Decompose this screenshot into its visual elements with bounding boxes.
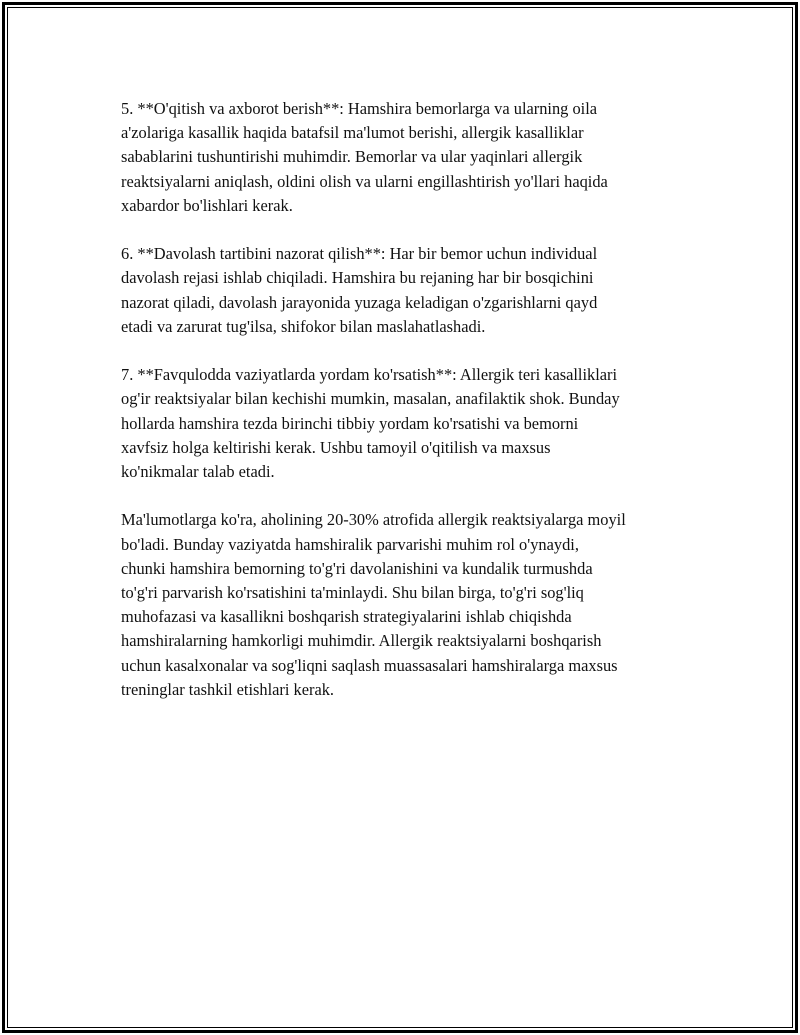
text-line: 5. **O'qitish va axborot berish**: Hamshira bemorlarga va ularning oila: [121, 99, 598, 118]
paragraph-emergency-help: [121, 363, 701, 484]
text-line: reaktsiyalarni aniqlash, oldini olish va ularni engillashtirish yo'llari haqida: [121, 171, 608, 191]
text-line: bo'ladi. Bunday vaziyatda hamshiralik parvarishi muhim rol o'ynaydi,: [121, 534, 579, 554]
text-line: Ma'lumotlarga ko'ra, aholining 20-30% atrofida allergik reaktsiyalarga moyil: [121, 510, 626, 530]
text-line: chunki hamshira bemorning to'g'ri davolanishini va kundalik turmushda: [121, 558, 593, 578]
paragraph-education: [121, 97, 701, 218]
text-line: hamshiralarning hamkorligi muhimdir. Allergik reaktsiyalarni boshqarish: [121, 631, 602, 651]
text-line: xabardor bo'lishlari kerak.: [121, 195, 293, 215]
text-line: to'g'ri parvarish ko'rsatishini ta'minlaydi. Shu bilan birga, to'g'ri sog'liq: [121, 583, 584, 603]
text-line: etadi va zarurat tug'ilsa, shifokor bilan maslahatlashadi.: [121, 316, 486, 336]
text-line: nazorat qiladi, davolash jarayonida yuzaga keladigan o'zgarishlarni qayd: [121, 292, 598, 312]
text-line: 7. **Favqulodda vaziyatlarda yordam ko'rsatish**: Allergik teri kasalliklari: [121, 365, 618, 385]
text-line: hollarda hamshira tezda birinchi tibbiy yordam ko'rsatishi va bemorni: [121, 413, 579, 433]
document-body: [121, 97, 701, 726]
page-border: [2, 2, 798, 1033]
text-line: treninglar tashkil etishlari kerak.: [121, 679, 335, 699]
paragraph-statistics: [121, 508, 701, 702]
text-line: muhofazasi va kasallikni boshqarish strategiyalarini ishlab chiqishda: [121, 607, 572, 627]
paragraph-treatment-control: [121, 242, 701, 339]
text-line: og'ir reaktsiyalar bilan kechishi mumkin, masalan, anafilaktik shok. Bunday: [121, 389, 620, 409]
text-line: 6. **Davolash tartibini nazorat qilish**: Har bir bemor uchun individual: [121, 244, 598, 264]
text-line: davolash rejasi ishlab chiqiladi. Hamshira bu rejaning har bir bosqichini: [121, 268, 594, 288]
text-line: ko'nikmalar talab etadi.: [121, 462, 275, 482]
text-line: xavfsiz holga keltirishi kerak. Ushbu tamoyil o'qitilish va maxsus: [121, 437, 551, 457]
text-line: uchun kasalxonalar va sog'liqni saqlash muassasalari hamshiralarga maxsus: [121, 655, 618, 675]
text-line: a'zolariga kasallik haqida batafsil ma'lumot berishi, allergik kasalliklar: [121, 123, 584, 143]
text-line: sabablarini tushuntirishi muhimdir. Bemorlar va ular yaqinlari allergik: [121, 147, 583, 167]
